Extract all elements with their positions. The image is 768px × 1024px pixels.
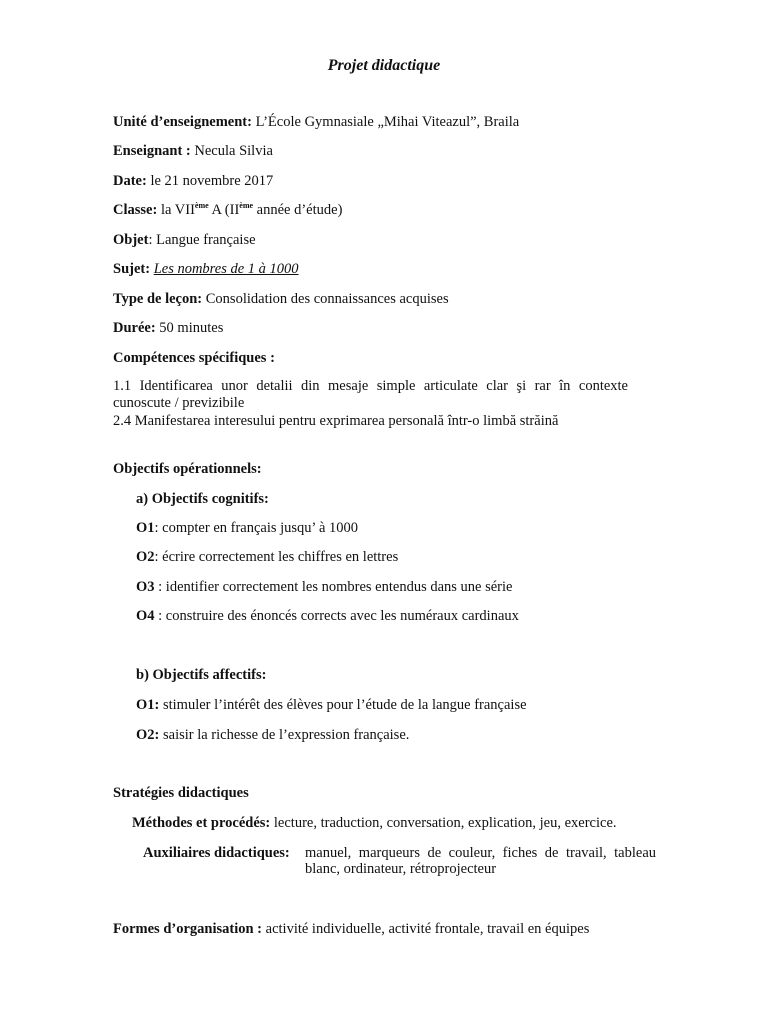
objective-text: stimuler l’intérêt des élèves pour l’étude de la langue française — [159, 697, 527, 713]
objective-text: : compter en français jusqu’ à 1000 — [154, 520, 358, 536]
objective-code: O2: — [136, 727, 160, 743]
formes-line — [113, 920, 589, 938]
cognitif-item — [136, 578, 512, 596]
affectifs-heading — [136, 666, 266, 684]
auxiliaires-label — [143, 844, 290, 862]
formes-value: activité individuelle, activité frontale, travail en équipes — [262, 921, 590, 937]
heading-text: b) Objectifs affectifs: — [136, 667, 267, 683]
document-title: Projet didactique — [327, 57, 441, 74]
objective-text: : écrire correctement les chiffres en lettres — [154, 549, 399, 565]
heading-text: a) Objectifs cognitifs: — [136, 491, 269, 507]
formes-label: Formes d’organisation : — [113, 921, 263, 937]
methodes-label: Méthodes et procédés: — [132, 815, 271, 831]
competence-item-1b: cunoscute / previzibile — [113, 395, 245, 411]
objective-code: O1 — [136, 520, 155, 536]
objective-code: O4 — [136, 608, 155, 624]
field-label: Unité d’enseignement: — [113, 114, 252, 130]
heading-text: Objectifs opérationnels: — [113, 461, 262, 477]
superscript: ème — [239, 201, 254, 211]
objective-text: : identifier correctement les nombres entendus dans une série — [154, 579, 513, 595]
methodes-value: lecture, traduction, conversation, explication, jeu, exercice. — [270, 815, 617, 831]
objective-text: : construire des énoncés corrects avec les numéraux cardinaux — [154, 608, 519, 624]
heading-text: Stratégies didactiques — [113, 785, 249, 801]
field-value: : Langue française — [148, 232, 256, 248]
superscript: ème — [194, 201, 209, 211]
cognitifs-heading — [136, 490, 269, 508]
field-label: Durée: — [113, 320, 156, 336]
cognitif-item — [136, 548, 398, 566]
cognitif-item — [136, 607, 519, 625]
field-enseignant — [113, 142, 273, 160]
field-value: Necula Silvia — [190, 143, 273, 159]
competence-item-1a: 1.1 Identificarea unor detalii din mesaje simple articulate clar şi rar în contexte — [113, 378, 628, 394]
field-objet — [113, 231, 256, 249]
objective-code: O2 — [136, 549, 155, 565]
affectif-item — [136, 726, 409, 744]
field-duree — [113, 319, 223, 337]
cognitif-item — [136, 519, 358, 537]
auxiliaires-value-a: manuel, marqueurs de couleur, fiches de travail, tableau — [305, 845, 656, 861]
field-value: le 21 novembre 2017 — [146, 173, 274, 189]
field-value: Consolidation des connaissances acquises — [202, 291, 449, 307]
strategies-heading — [113, 784, 249, 802]
field-label: Sujet: — [113, 261, 151, 277]
field-label: Objet — [113, 232, 149, 248]
field-label: Enseignant : — [113, 143, 191, 159]
field-value: A (II — [208, 202, 240, 218]
field-value: la VII — [157, 202, 195, 218]
field-value: année d’étude) — [253, 202, 343, 218]
field-unite — [113, 113, 519, 131]
methodes-line — [132, 814, 617, 832]
competences-heading — [113, 349, 275, 367]
field-label: Date: — [113, 173, 147, 189]
field-type-lecon — [113, 290, 449, 308]
objective-text: saisir la richesse de l’expression française. — [159, 727, 410, 743]
affectif-item — [136, 696, 527, 714]
field-sujet — [113, 260, 299, 278]
field-value: L’École Gymnasiale „Mihai Viteazul”, Braila — [251, 114, 520, 130]
competence-item-2: 2.4 Manifestarea interesului pentru exprimarea personală într-o limbă străină — [113, 413, 559, 429]
field-date — [113, 172, 273, 190]
field-label: Type de leçon: — [113, 291, 203, 307]
field-value: 50 minutes — [155, 320, 224, 336]
heading-text: Compétences spécifiques : — [113, 350, 275, 366]
field-classe — [113, 201, 342, 219]
field-label: Classe: — [113, 202, 158, 218]
field-value: Les nombres de 1 à 1000 — [153, 261, 299, 277]
auxiliaires-value-b: blanc, ordinateur, rétroprojecteur — [305, 861, 497, 877]
label-text: Auxiliaires didactiques: — [143, 845, 290, 861]
objectifs-heading — [113, 460, 262, 478]
objective-code: O3 — [136, 579, 155, 595]
objective-code: O1: — [136, 697, 160, 713]
